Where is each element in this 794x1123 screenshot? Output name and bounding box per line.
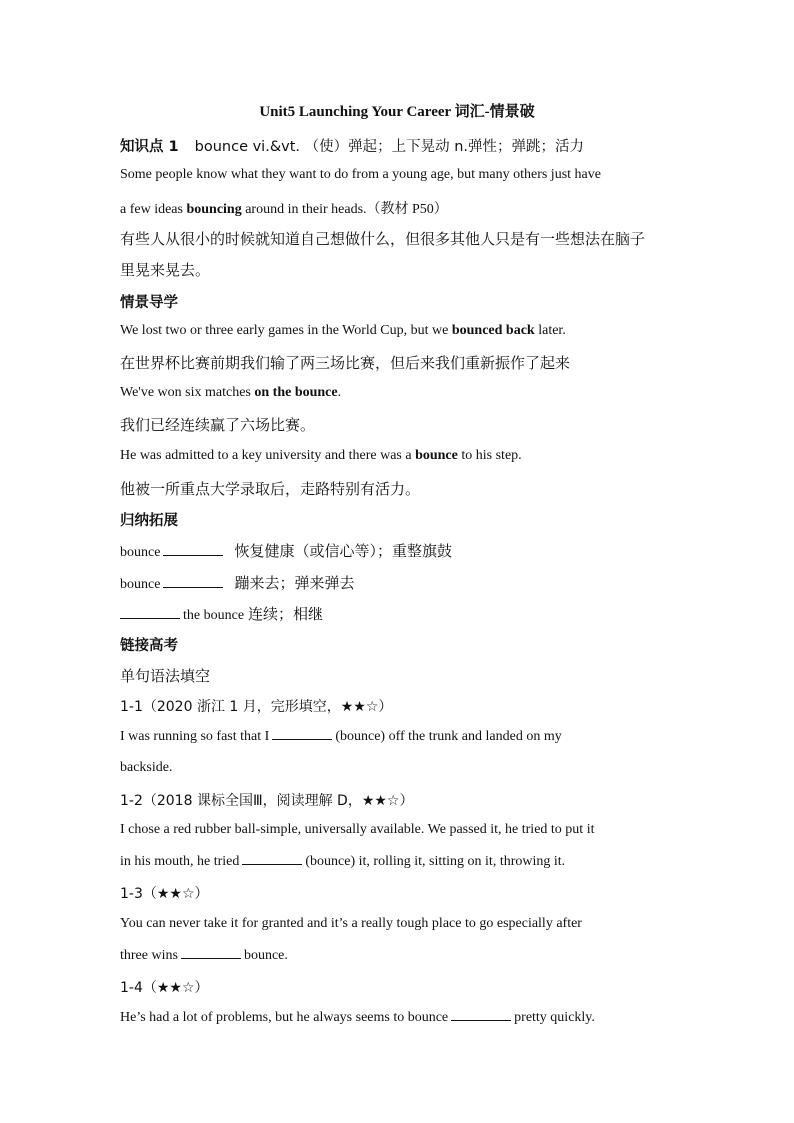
- guide-2-en-b: .: [337, 385, 342, 400]
- q12-blank: [242, 853, 302, 865]
- example1-en-line1: Some people know what they want to do from a young age, but many others just have: [120, 167, 601, 182]
- question-1-2-header: 1-2（2018 课标全国Ⅲ，阅读理解 D，★★☆）: [120, 793, 414, 809]
- section-subheading-fill: 单句语法填空: [120, 667, 211, 685]
- summary-item-3: [120, 603, 323, 624]
- question-1-3-header: 1-3（★★☆）: [120, 886, 209, 902]
- question-1-4-header: 1-4（★★☆）: [120, 980, 209, 996]
- q13-blank: [181, 947, 241, 959]
- example1-en-text-a: a few ideas: [120, 202, 187, 217]
- summary-1-prefix: bounce: [120, 545, 161, 560]
- guide-3-en: [120, 448, 522, 464]
- q13-text-a: three wins: [120, 948, 178, 963]
- summary-1-blank: [163, 544, 223, 556]
- example1-zh-line1: 有些人从很小的时候就知道自己想做什么，但很多其他人只是有一些想法在脑子: [120, 230, 646, 248]
- guide-3-zh: 他被一所重点大学录取后，走路特别有活力。: [120, 480, 421, 498]
- kp1-label: 知识点 1: [120, 139, 179, 155]
- summary-3-suffix: the bounce: [183, 608, 245, 623]
- guide-1-en: [120, 323, 566, 339]
- example1-en-line2: [120, 198, 448, 218]
- guide-1-zh: 在世界杯比赛前期我们输了两三场比赛，但后来我们重新振作了起来: [120, 354, 571, 372]
- example1-zh-line2: 里晃来晃去。: [120, 261, 211, 279]
- q14-blank: [451, 1009, 511, 1021]
- q11-text-b: (bounce) off the trunk and landed on my: [335, 729, 562, 744]
- section-heading-summary: 归纳拓展: [120, 513, 178, 529]
- summary-item-1: [120, 540, 452, 561]
- summary-3-blank: [120, 607, 180, 619]
- summary-1-meaning: 恢复健康（或信心等）；重整旗鼓: [234, 542, 452, 560]
- question-1-2-line1: I chose a red rubber ball-simple, universally available. We passed it, he tried to put it: [120, 822, 595, 837]
- example1-bold-word: bouncing: [186, 202, 242, 217]
- page-title: Unit5 Launching Your Career 词汇-情景破: [259, 104, 535, 120]
- question-1-2-line2: [120, 853, 565, 870]
- summary-2-prefix: bounce: [120, 577, 161, 592]
- guide-3-bold: bounce: [415, 448, 458, 463]
- question-1-4-line1: [120, 1009, 595, 1026]
- q13-text-b: bounce.: [243, 948, 288, 963]
- example1-en-text-b: around in their heads.（教材 P50）: [241, 202, 448, 217]
- summary-item-2: [120, 572, 354, 593]
- q11-text-a: I was running so fast that I: [120, 729, 270, 744]
- question-1-3-line1: You can never take it for granted and it’s a really tough place to go especially after: [120, 916, 582, 931]
- section-heading-link: 链接高考: [120, 638, 178, 654]
- guide-2-en: [120, 385, 341, 401]
- guide-2-zh: 我们已经连续赢了六场比赛。: [120, 416, 316, 434]
- guide-1-en-b: later.: [534, 323, 566, 338]
- guide-2-en-a: We've won six matches: [120, 385, 255, 400]
- guide-3-en-b: to his step.: [457, 448, 522, 463]
- q12-text-a: in his mouth, he tried: [120, 854, 240, 869]
- question-1-3-line2: [120, 947, 288, 964]
- summary-3-meaning: 连续；相继: [248, 605, 324, 623]
- question-1-1-line1: [120, 728, 562, 745]
- question-1-1-line2: backside.: [120, 760, 173, 775]
- guide-3-en-a: He was admitted to a key university and there was a: [120, 448, 416, 463]
- q12-text-b: (bounce) it, rolling it, sitting on it, throwing it.: [305, 854, 566, 869]
- summary-2-blank: [163, 576, 223, 588]
- q14-text-b: pretty quickly.: [514, 1010, 595, 1025]
- guide-1-en-a: We lost two or three early games in the World Cup, but we: [120, 323, 452, 338]
- q11-blank: [272, 728, 332, 740]
- q14-text-a: He’s had a lot of problems, but he always seems to bounce: [120, 1010, 449, 1025]
- section-heading-guide: 情景导学: [120, 295, 178, 311]
- question-1-1-header: 1-1（2020 浙江 1 月，完形填空，★★☆）: [120, 699, 393, 715]
- guide-1-bold: bounced back: [451, 323, 535, 338]
- knowledge-point-1: [120, 135, 584, 156]
- guide-2-bold: on the bounce: [254, 385, 338, 400]
- kp1-definition: bounce vi.&vt. （使）弹起；上下晃动 n.弹性；弹跳；活力: [194, 139, 585, 155]
- summary-2-meaning: 蹦来去；弹来弹去: [234, 574, 355, 592]
